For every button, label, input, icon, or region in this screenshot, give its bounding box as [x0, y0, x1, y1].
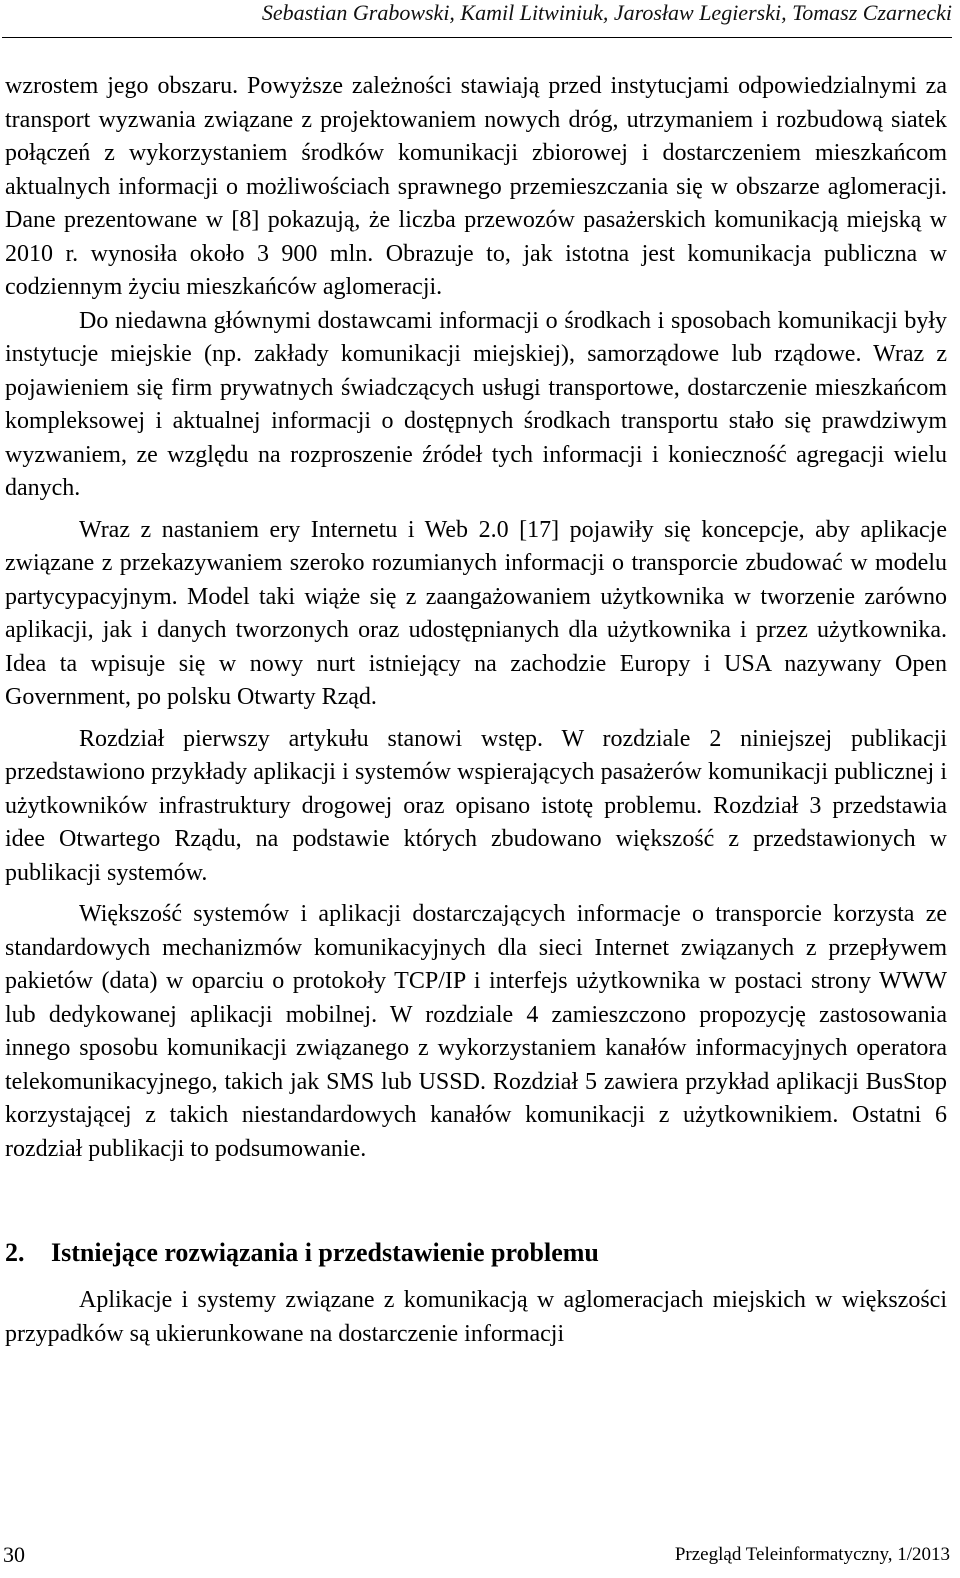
header-divider: [2, 37, 952, 38]
paragraph: Większość systemów i aplikacji dostarczających informacje o transporcie korzysta ze standardowych mechanizmów komunikacyjnych dla sieci Internet związanych z przepływem pakietów (data) w oparciu o protokoły TCP/IP i interfejs użytkownika w postaci strony WWW lub dedykowanej aplikacji mobilnej. W rozdziale 4 zamieszczono propozycję zastosowania innego sposobu komunikacji związanego z wykorzystaniem kanałów informacyjnych operatora telekomunikacyjnego, takich jak SMS lub USSD. Rozdział 5 zawiera przykład aplikacji BusStop korzystającej z takich niestandardowych kanałów komunikacji z użytkownikiem. Ostatni 6 rozdział publikacji to podsumowanie.: [5, 901, 947, 1162]
body-text: [5, 70, 947, 1351]
paragraph: Wraz z nastaniem ery Internetu i Web 2.0 [17] pojawiły się koncepcje, aby aplikacje związane z przekazywaniem szeroko rozumianych informacji o transporcie zbudować w modelu partycypacyjnym. Model taki wiąże się z zaangażowaniem użytkownika w tworzenie zarówno aplikacji, jak i danych tworzonych oraz udostępnianych dla użytkownika i przez użytkownika. Idea ta wpisuje się w nowy nurt istniejący na zachodzie Europy i USA nazywany Open Government, po polsku Otwarty Rząd.: [5, 516, 947, 710]
page-number: 30: [3, 1542, 25, 1567]
section-heading: [5, 1236, 947, 1270]
section-title: Istniejące rozwiązania i przedstawienie problemu: [51, 1238, 599, 1267]
running-header-authors: Sebastian Grabowski, Kamil Litwiniuk, Jarosław Legierski, Tomasz Czarnecki: [261, 0, 952, 25]
paragraph: Aplikacje i systemy związane z komunikacją w aglomeracjach miejskich w większości przypadków są ukierunkowane na dostarczenie informacji: [5, 1287, 947, 1347]
paragraph: Rozdział pierwszy artykułu stanowi wstęp. W rozdziale 2 niniejszej publikacji przedstawiono przykłady aplikacji i systemów wspierających pasażerów komunikacji publicznej i użytkowników infrastruktury drogowej oraz opisano istotę problemu. Rozdział 3 przedstawia idee Otwartego Rządu, na podstawie których zbudowano większość z przedstawionych w publikacji systemów.: [5, 725, 947, 886]
section-number: 2.: [5, 1238, 25, 1267]
journal-name: Przegląd Teleinformatyczny, 1/2013: [674, 1544, 950, 1565]
paragraph-continued: wzrostem jego obszaru. Powyższe zależności stawiają przed instytucjami odpowiedzialnymi za transport wyzwania związane z projektowaniem nowych dróg, utrzymaniem i rozbudową siatek połączeń z wykorzystaniem środków komunikacji zbiorowej i dostarczeniem mieszkańcom aktualnych informacji o możliwościach sprawnego przemieszczania się w obszarze aglomeracji. Dane prezentowane w [8] pokazują, że liczba przewozów pasażerskich komunikacją miejską w 2010 r. wynosiła około 3 900 mln. Obrazuje to, jak istotna jest komunikacja publiczna w codziennym życiu mieszkańców aglomeracji.: [5, 73, 947, 300]
paragraph: Do niedawna głównymi dostawcami informacji o środkach i sposobach komunikacji były instytucje miejskie (np. zakłady komunikacji miejskiej), samorządowe lub rządowe. Wraz z pojawieniem się firm prywatnych świadczących usługi transportowe, dostarczenie mieszkańcom kompleksowej i aktualnej informacji o dostępnych środkach transportu stało się prawdziwym wyzwaniem, ze względu na rozproszenie źródeł tych informacji i konieczność agregacji wielu danych.: [5, 307, 947, 501]
